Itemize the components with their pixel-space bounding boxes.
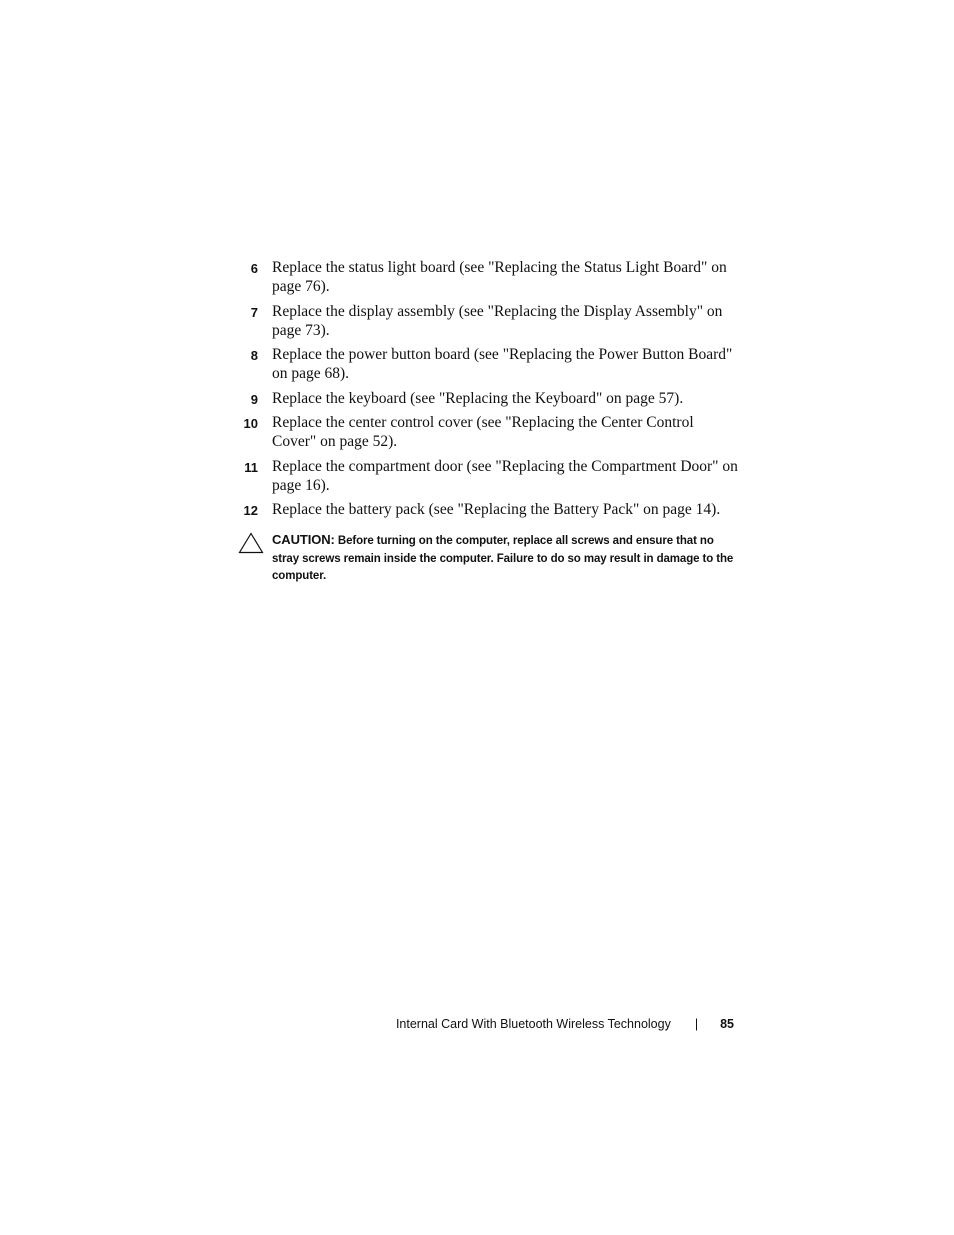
- step-number: 9: [250, 391, 258, 407]
- step-number: 12: [243, 503, 258, 518]
- step-text: Replace the compartment door (see "Replacing the Compartment Door" on page 16).: [272, 457, 738, 494]
- caution-text-block: [272, 531, 738, 586]
- page-number: 85: [720, 1017, 734, 1031]
- footer-section-title: Internal Card With Bluetooth Wireless Technology: [395, 1017, 671, 1031]
- caution-label: CAUTION:: [272, 532, 335, 547]
- step-item: [240, 457, 740, 495]
- step-item: [240, 302, 740, 340]
- step-item: [240, 345, 740, 383]
- step-number: 6: [250, 261, 258, 276]
- step-item: [240, 258, 740, 296]
- footer-separator: |: [694, 1017, 699, 1031]
- step-number: 7: [250, 304, 258, 320]
- step-text: Replace the status light board (see "Replacing the Status Light Board" on page 76).: [272, 259, 727, 295]
- replacement-steps-list: [240, 258, 740, 525]
- page-footer: [396, 1015, 734, 1033]
- step-text: Replace the keyboard (see "Replacing the Keyboard" on page 57).: [272, 389, 684, 407]
- step-item: [240, 413, 740, 451]
- step-item: [240, 389, 740, 408]
- caution-notice: [238, 531, 738, 586]
- step-number: 8: [250, 348, 258, 363]
- step-item: [240, 500, 740, 519]
- step-text: Replace the battery pack (see "Replacing the Battery Pack" on page 14).: [272, 501, 721, 518]
- caution-message: Before turning on the computer, replace all screws and ensure that no stray screws remain inside the computer. Failure to do so may result in damage to the computer.: [272, 535, 734, 582]
- step-text: Replace the display assembly (see "Replacing the Display Assembly" on page 73).: [272, 302, 723, 339]
- step-number: 10: [243, 416, 258, 431]
- caution-triangle-icon: [238, 532, 264, 554]
- step-text: Replace the center control cover (see "Replacing the Center Control Cover" on page 52).: [272, 414, 694, 450]
- step-text: Replace the power button board (see "Replacing the Power Button Board" on page 68).: [272, 346, 733, 382]
- step-number: 11: [244, 459, 258, 475]
